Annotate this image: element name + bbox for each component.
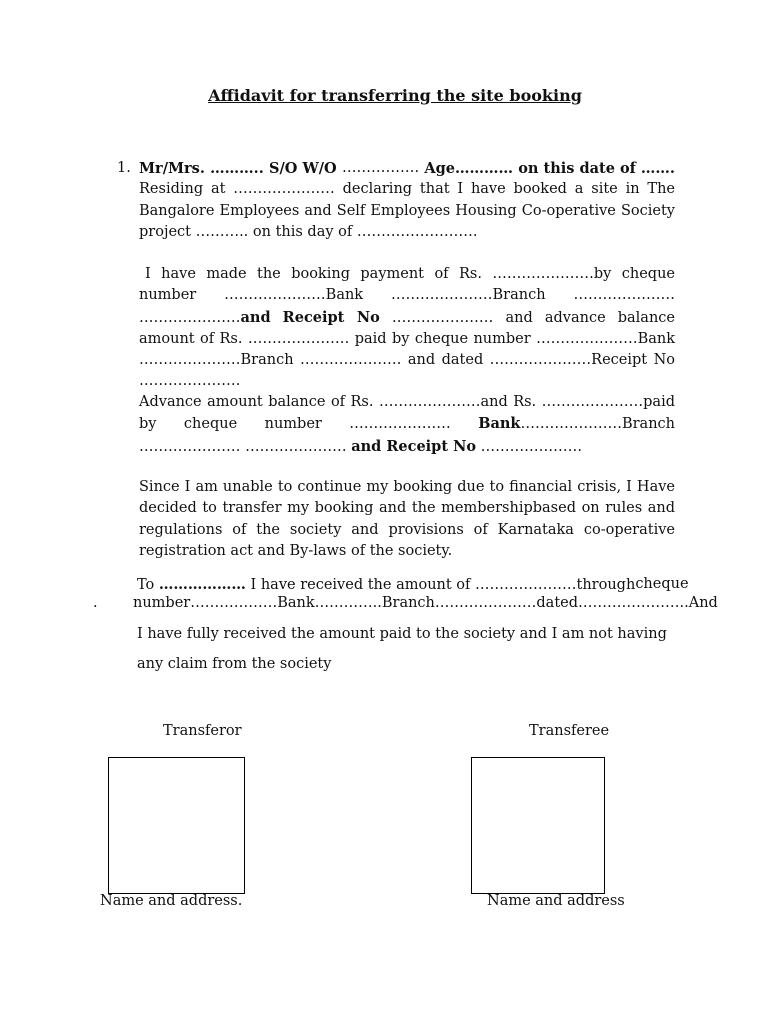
advance-text: Advance amount balance of Rs. …………………and Rs. …………………paid by cheque number ………………… bbox=[139, 394, 675, 433]
receipt-dots: ………………… bbox=[476, 438, 583, 455]
paragraph-booking-payment bbox=[139, 264, 675, 393]
cheque-details-text: number………………Bank…………..Branch…………………dated………………….. bbox=[133, 595, 689, 611]
transferor-name-address: Name and address. bbox=[100, 893, 243, 909]
document-title: Affidavit for transferring the site booking bbox=[208, 86, 582, 105]
and-bold: and bbox=[240, 308, 271, 326]
applicant-residence-text: Residing at ………………… declaring that I have booked a site in The Bangalore Employees and Self Employees Housing Co-operative Society project ……….. on this day of ……………………. bbox=[139, 181, 675, 240]
transferor-label: Transferor bbox=[163, 723, 242, 739]
no-claim-line-1: I have fully received the amount paid to the society and I am not having bbox=[137, 626, 667, 642]
name-dots: ……….. bbox=[210, 160, 264, 177]
transferee-photo-box bbox=[471, 757, 605, 894]
stray-dot: . bbox=[93, 595, 98, 611]
transferee-label: Transferee bbox=[529, 723, 610, 739]
branch-text: …………………Branch ………………… ………………… bbox=[139, 416, 675, 455]
received-amount-line bbox=[137, 576, 689, 593]
mr-mrs-label: Mr/Mrs. bbox=[139, 160, 205, 177]
transferor-photo-box bbox=[108, 757, 245, 894]
booking-payment-text: I have made the booking payment of Rs. …………………by cheque number …………………Bank …………………Branch ………………… ………………… bbox=[139, 266, 675, 326]
so-wo-label: S/O W/O bbox=[269, 160, 337, 177]
receipt-no-bold: Receipt No bbox=[282, 308, 380, 326]
date-label: on this date of ……. bbox=[518, 160, 675, 177]
cheque-text: cheque bbox=[635, 576, 689, 592]
applicant-first-line bbox=[139, 158, 675, 179]
no-claim-line-2: any claim from the society bbox=[137, 656, 332, 672]
list-item-number: 1. bbox=[117, 160, 131, 176]
receipt-no-bold-2: and Receipt No bbox=[351, 437, 476, 455]
transferee-name-address: Name and address bbox=[487, 893, 625, 909]
paragraph-applicant-details bbox=[139, 158, 675, 243]
age-label: Age………… bbox=[424, 160, 513, 177]
and-text: And bbox=[688, 595, 718, 611]
to-label: To ……………… I have received the amount of …………………through bbox=[137, 576, 636, 593]
cheque-details-line bbox=[133, 595, 718, 611]
to-dots: ……………… bbox=[158, 576, 246, 593]
paragraph-advance-balance bbox=[139, 392, 675, 458]
advance-balance-text: ………………… and advance balance amount of Rs. ………………… paid by cheque number …………………Bank …………………Branch ………………… and dated …………………Receipt No ………………… bbox=[139, 309, 675, 390]
received-text: I have received the amount of …………………through bbox=[250, 577, 636, 593]
paragraph-transfer-reason: Since I am unable to continue my booking due to financial crisis, I Have decided to transfer my booking and the membershipbased on rules and regulations of the society and provisions of Karnataka co-operative registration act and By-laws of the society. bbox=[139, 479, 675, 559]
bank-bold: Bank bbox=[478, 415, 521, 433]
father-name-dots: ……………. bbox=[341, 160, 420, 176]
